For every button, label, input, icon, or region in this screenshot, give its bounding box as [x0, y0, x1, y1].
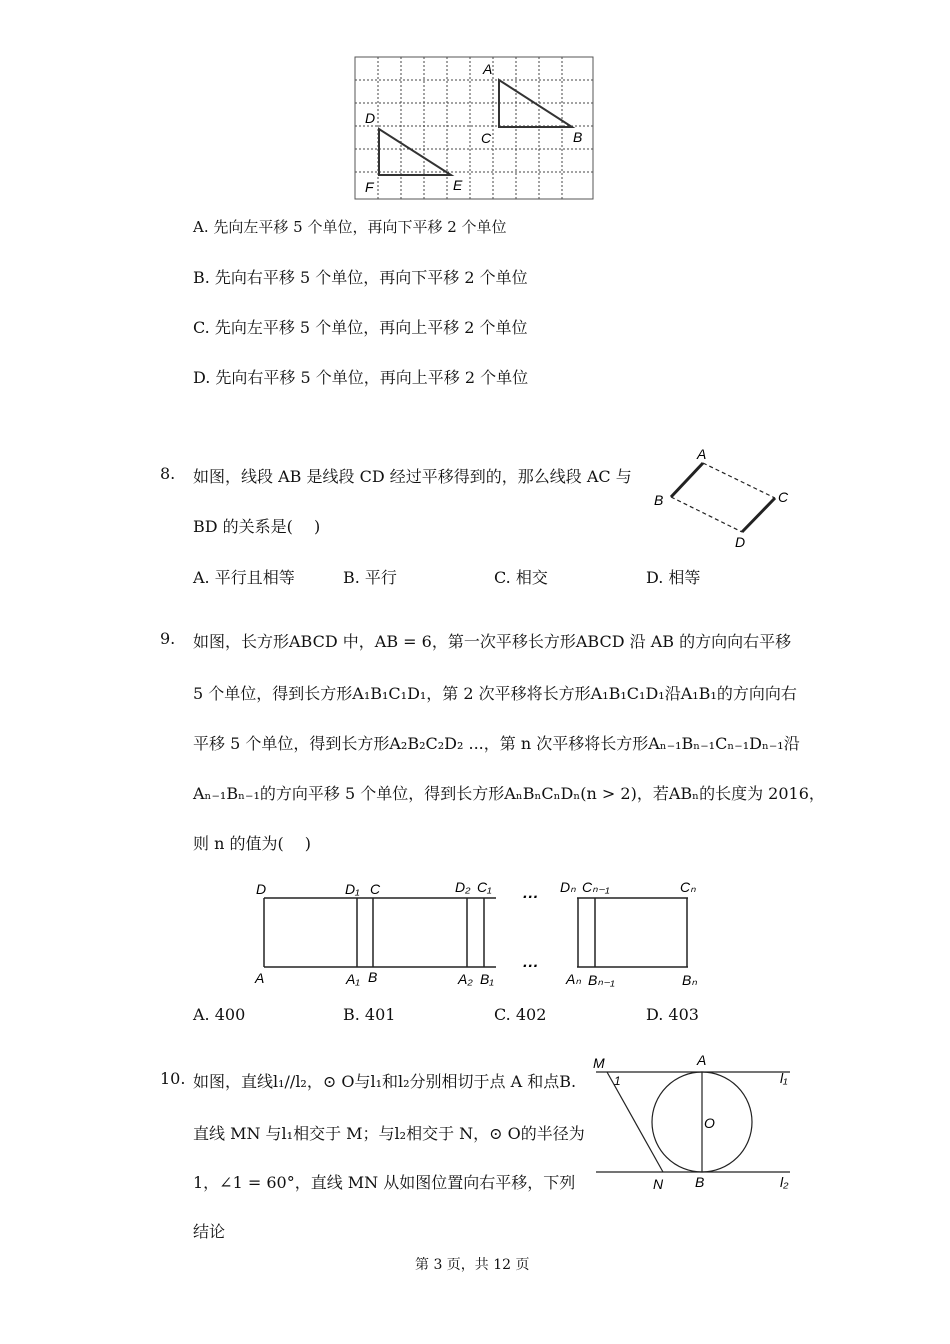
triangle-abc	[499, 80, 572, 127]
q8-number: 8.	[160, 464, 176, 483]
q10-number: 10.	[160, 1069, 186, 1088]
label-b1: B₁	[480, 971, 494, 987]
label-a: A	[697, 446, 707, 462]
label-e: E	[453, 177, 463, 193]
q8-figure	[650, 445, 810, 553]
label-c: C	[370, 881, 381, 897]
segment-ac	[703, 463, 775, 498]
label-bn: Bₙ	[682, 972, 697, 988]
label-b: B	[654, 492, 664, 508]
label-f: F	[365, 179, 374, 195]
q8-option-b: B. 平行	[343, 568, 397, 587]
q8-stem-line2: BD 的关系是( )	[193, 517, 321, 536]
label-n: N	[653, 1176, 664, 1192]
q10-stem-line1: 如图，直线l₁//l₂，⊙ O与l₁和l₂分别相切于点 A 和点B.	[193, 1072, 577, 1091]
label-d2: D₂	[455, 879, 471, 895]
q10-stem-line4: 结论	[193, 1222, 226, 1241]
q8-stem-line1: 如图，线段 AB 是线段 CD 经过平移得到的，那么线段 AC 与	[193, 467, 632, 486]
q10-stem-line3: 1，∠1 = 60°，直线 MN 从如图位置向右平移，下列	[193, 1173, 576, 1192]
label-bn-1: Bₙ₋₁	[588, 972, 615, 988]
segment-bd	[671, 497, 742, 532]
q9-stem-line3: 平移 5 个单位，得到长方形A₂B₂C₂D₂ ...，第 n 次平移将长方形Aₙ₋₁Bₙ₋₁Cₙ₋₁Dₙ₋₁沿	[193, 734, 800, 753]
label-m: M	[593, 1055, 605, 1071]
q7-grid-figure	[352, 54, 596, 202]
q9-number: 9.	[160, 629, 176, 648]
q8-option-d: D. 相等	[646, 568, 701, 587]
q9-stem-line5: 则 n 的值为( )	[193, 834, 312, 853]
q10-stem-line2: 直线 MN 与l₁相交于 M；与l₂相交于 N，⊙ O的半径为	[193, 1124, 585, 1143]
label-d1: D₁	[345, 881, 360, 897]
label-d: D	[365, 110, 376, 126]
page-footer: 第 3 页，共 12 页	[415, 1257, 530, 1273]
ellipsis-bottom: ···	[522, 958, 538, 975]
q7-option-b: B. 先向右平移 5 个单位，再向下平移 2 个单位	[193, 268, 528, 287]
q9-option-a: A. 400	[193, 1005, 246, 1024]
q7-option-a: A. 先向左平移 5 个单位，再向下平移 2 个单位	[193, 218, 507, 236]
label-l1: l₁	[780, 1070, 788, 1086]
segment-ab	[671, 463, 703, 497]
q9-stem-line4: Aₙ₋₁Bₙ₋₁的方向平移 5 个单位，得到长方形AₙBₙCₙDₙ(n > 2)，若ABₙ的长度为 2016，	[193, 784, 825, 803]
q7-option-d: D. 先向右平移 5 个单位，再向上平移 2 个单位	[193, 368, 529, 387]
label-a: A	[483, 61, 493, 77]
ellipsis-top: ···	[522, 889, 538, 906]
label-angle-1: 1	[614, 1074, 621, 1088]
label-c: C	[481, 130, 492, 146]
q9-option-d: D. 403	[646, 1005, 699, 1024]
q9-stem-line2: 5 个单位，得到长方形A₁B₁C₁D₁，第 2 次平移将长方形A₁B₁C₁D₁沿A₁B₁的方向向右	[193, 684, 797, 703]
q8-option-a: A. 平行且相等	[193, 568, 295, 587]
label-a: A	[697, 1052, 707, 1068]
label-an: Aₙ	[566, 971, 581, 987]
triangle-def	[379, 129, 451, 175]
q9-figure	[248, 872, 708, 994]
q9-option-b: B. 401	[343, 1005, 396, 1024]
q9-option-c: C. 402	[494, 1005, 547, 1024]
label-d: D	[256, 881, 267, 897]
label-cn: Cₙ	[680, 879, 696, 895]
segment-cd	[742, 498, 775, 532]
label-o: O	[704, 1115, 715, 1131]
label-dn: Dₙ	[560, 879, 576, 895]
label-a1: A₁	[346, 971, 360, 987]
q9-stem-line1: 如图，长方形ABCD 中，AB = 6，第一次平移长方形ABCD 沿 AB 的方向向右平移	[193, 632, 792, 651]
q7-option-c: C. 先向左平移 5 个单位，再向上平移 2 个单位	[193, 318, 528, 337]
label-a2: A₂	[458, 971, 473, 987]
label-d: D	[735, 534, 746, 550]
label-c: C	[778, 489, 789, 505]
q8-option-c: C. 相交	[494, 568, 548, 587]
q10-figure	[590, 1050, 800, 1195]
label-b: B	[573, 129, 583, 145]
label-cn-1: Cₙ₋₁	[582, 879, 610, 895]
label-b: B	[695, 1174, 705, 1190]
label-a: A	[255, 970, 265, 986]
label-l2: l₂	[780, 1174, 789, 1190]
label-b: B	[368, 969, 378, 985]
label-c1: C₁	[477, 879, 492, 895]
